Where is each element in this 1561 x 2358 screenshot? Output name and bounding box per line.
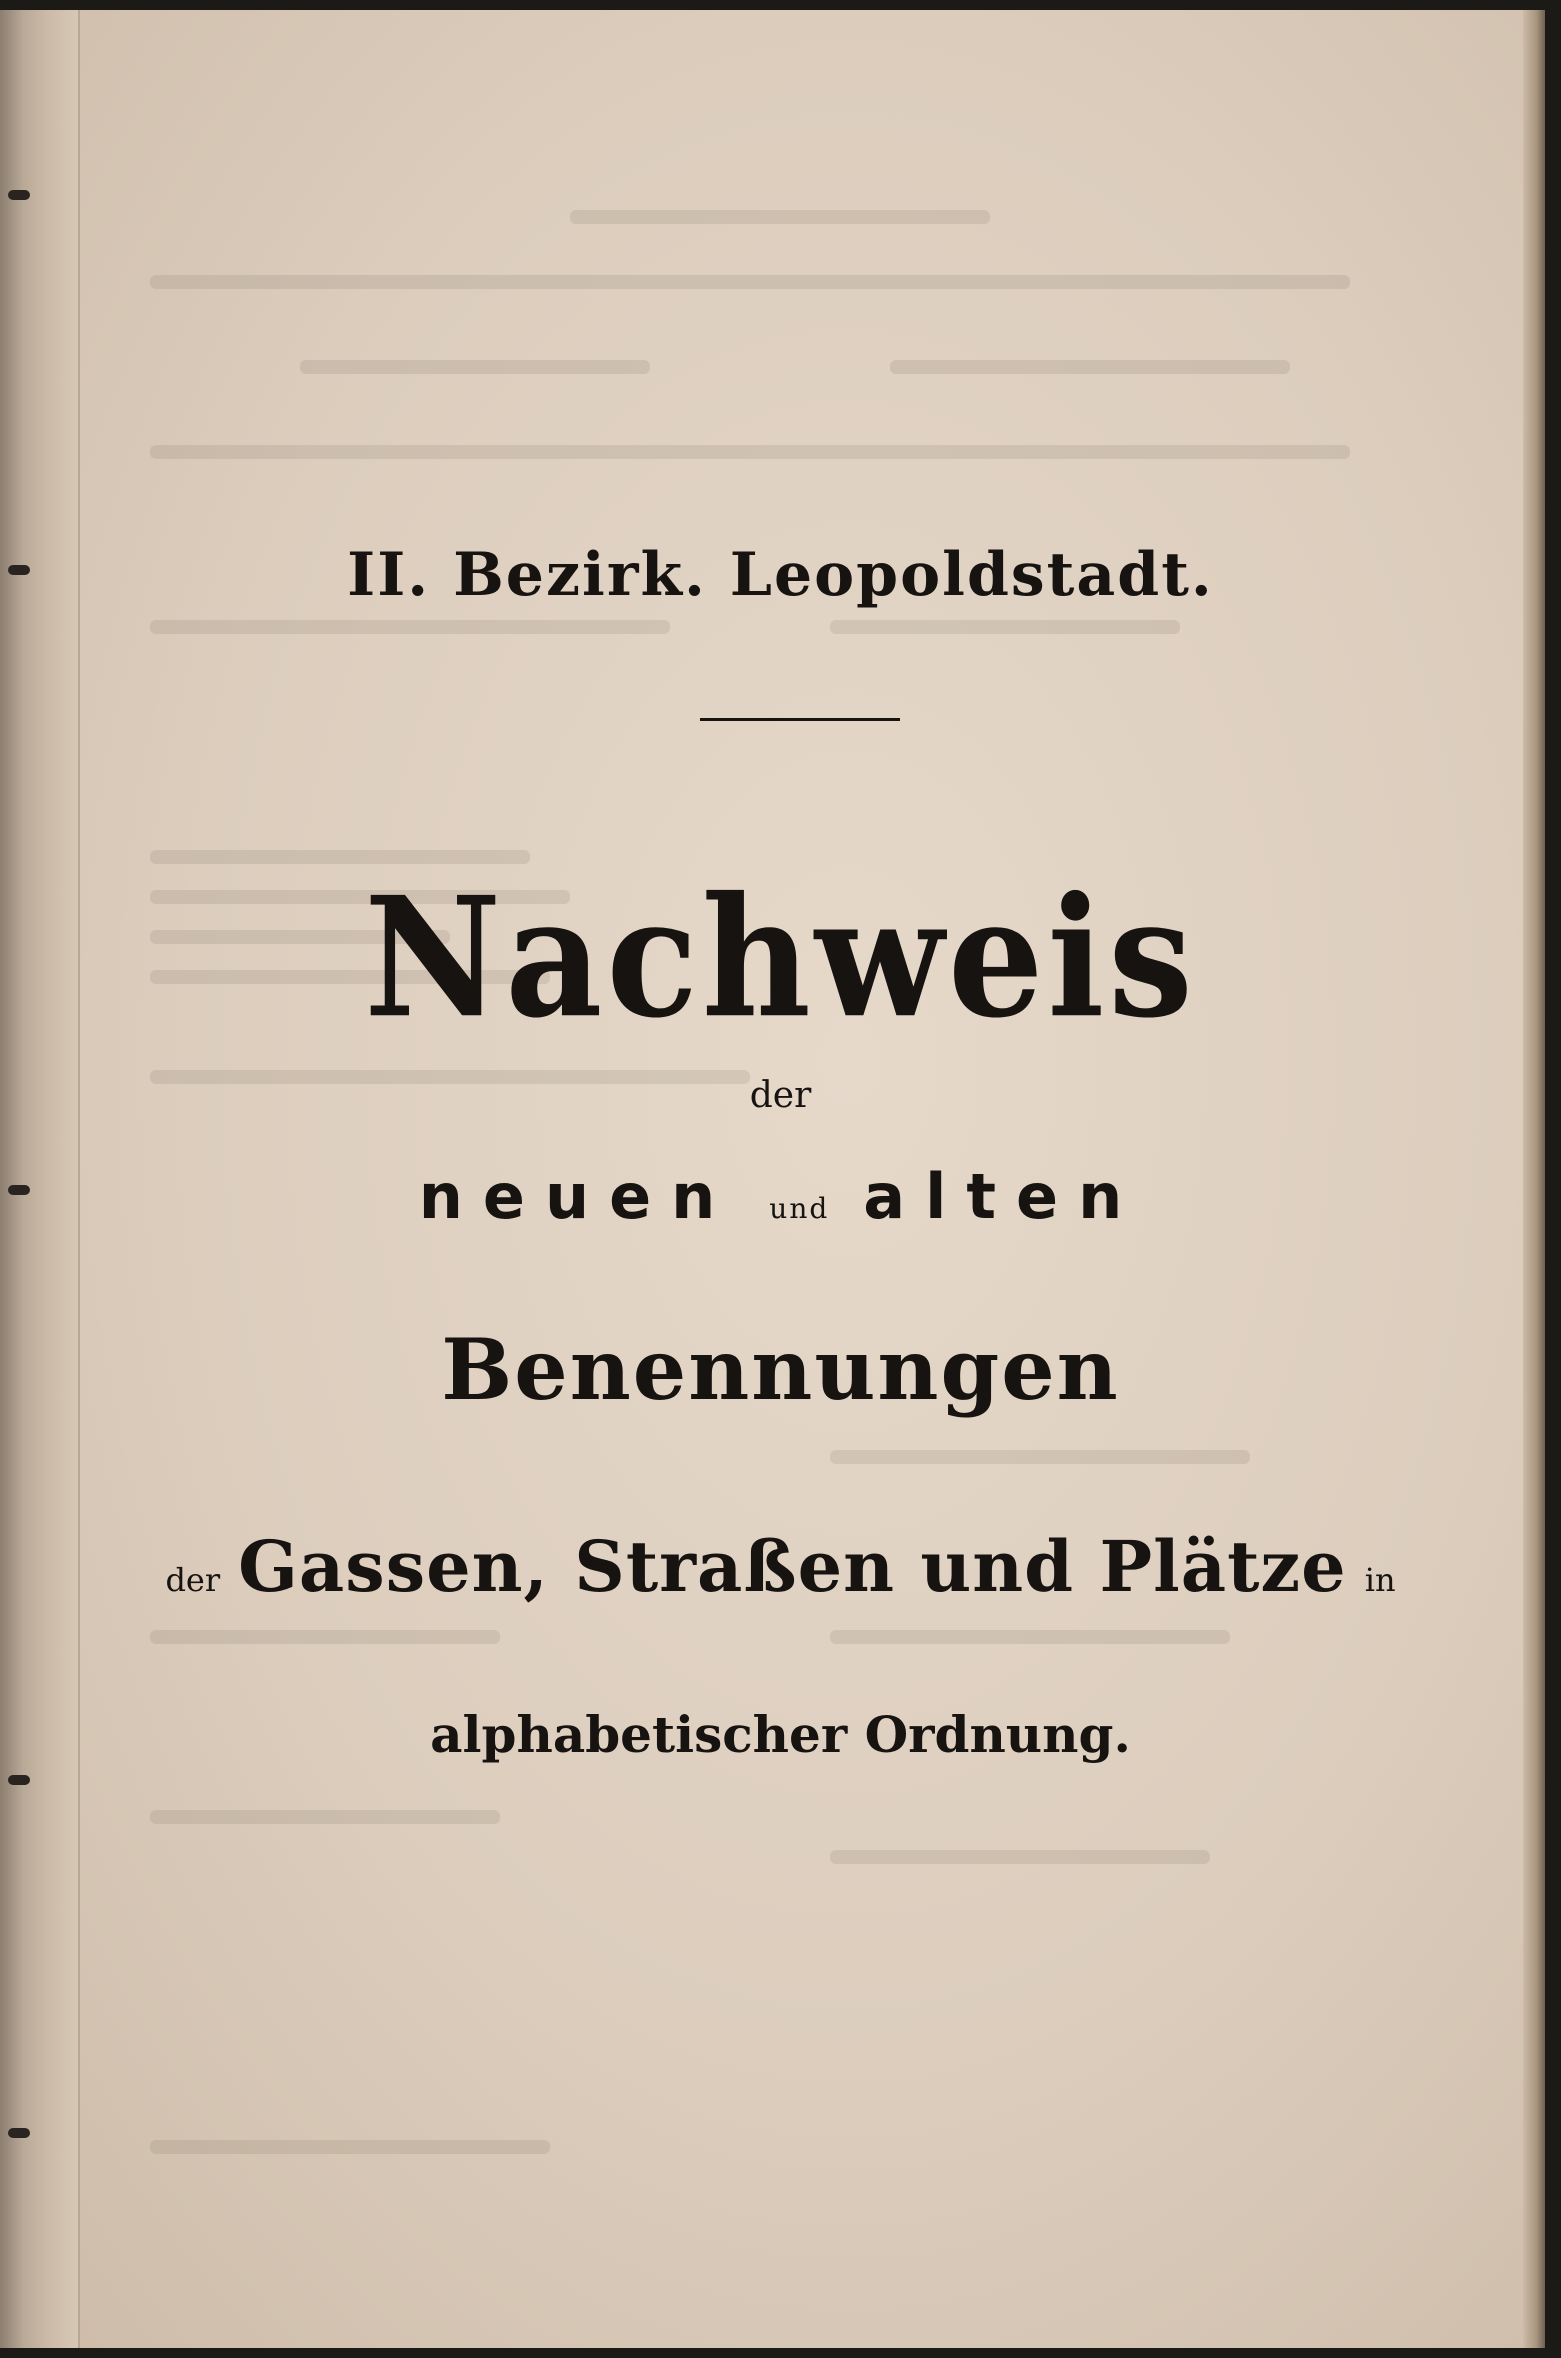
ordnung-line: alphabetischer Ordnung. xyxy=(430,1705,1131,1764)
connector-der: der xyxy=(749,1075,812,1116)
connector-in: in xyxy=(1364,1561,1396,1599)
district-heading: II. Bezirk. Leopoldstadt. xyxy=(347,540,1214,610)
word-und: und xyxy=(769,1192,830,1225)
divider-rule xyxy=(700,718,900,721)
binding-hole xyxy=(8,1775,30,1785)
binding-hole xyxy=(8,2128,30,2138)
connector-der-2: der xyxy=(165,1561,221,1599)
main-title: Nachweis xyxy=(364,861,1197,1055)
gassen-phrase: Gassen, Straßen und Plätze xyxy=(238,1525,1347,1608)
binding-hole xyxy=(8,190,30,200)
word-alten: alten xyxy=(863,1160,1143,1233)
neuen-und-alten-line xyxy=(0,1160,1561,1240)
gassen-line xyxy=(0,1525,1561,1608)
word-neuen: neuen xyxy=(418,1160,736,1233)
benennungen-title: Benennungen xyxy=(441,1320,1120,1419)
